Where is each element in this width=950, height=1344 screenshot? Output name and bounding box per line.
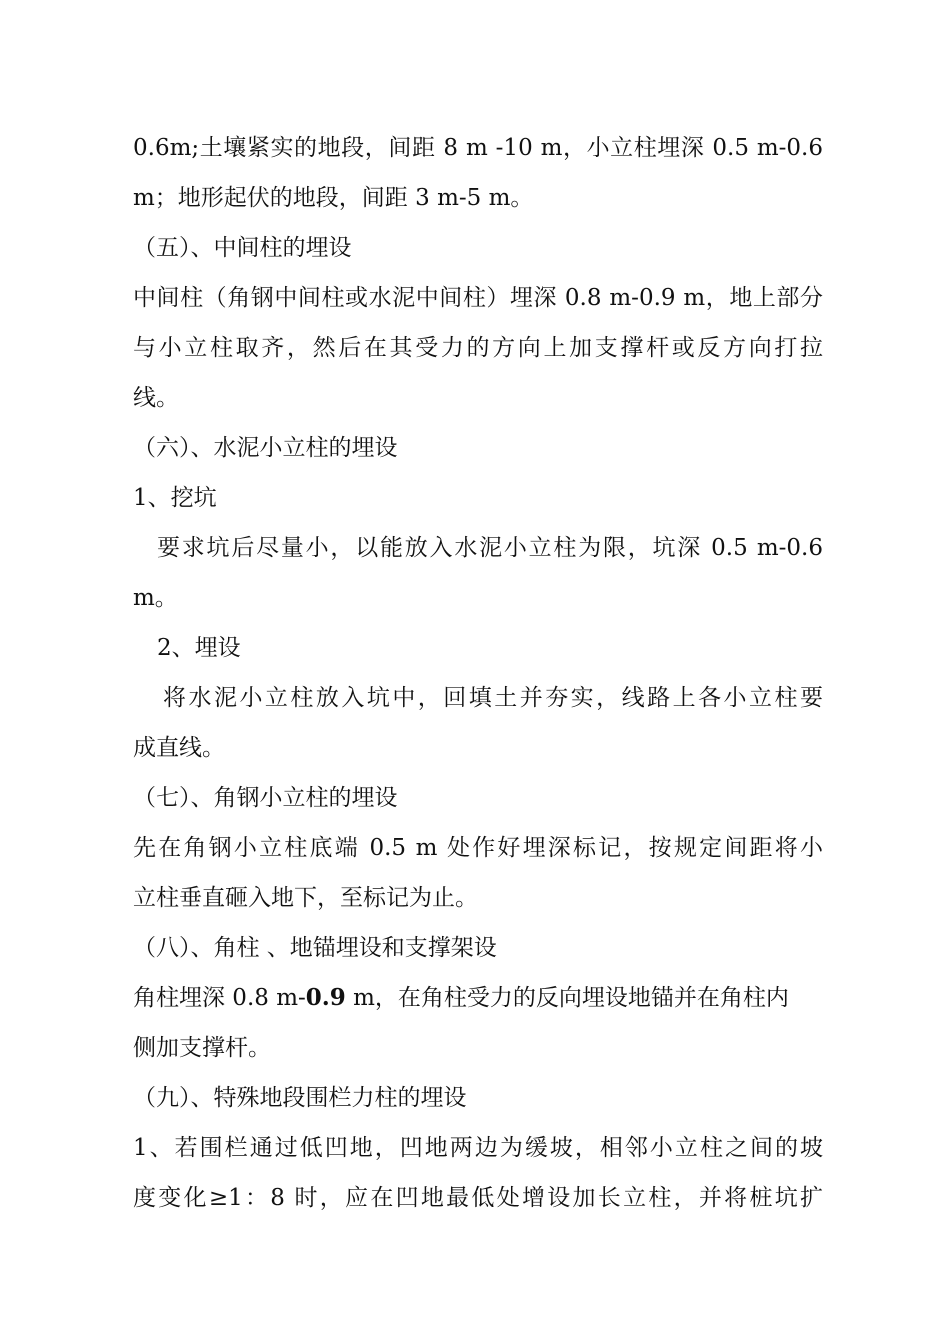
paragraph-line: 与小立柱取齐，然后在其受力的方向上加支撑杆或反方向打拉 [133, 335, 823, 361]
paragraph-line: 要求坑后尽量小，以能放入水泥小立柱为限，坑深 0.5 m-0.6 [157, 535, 823, 561]
paragraph-line: 侧加支撑杆。 [133, 1035, 271, 1061]
section-heading: （八）、角柱 、地锚埋设和支撑架设 [133, 935, 497, 961]
section-heading: （五）、中间柱的埋设 [133, 235, 352, 261]
paragraph-line: 先在角钢小立柱底端 0.5 m 处作好埋深标记，按规定间距将小 [133, 835, 823, 861]
step-heading: 2、埋设 [157, 635, 241, 661]
paragraph-line: 中间柱（角钢中间柱或水泥中间柱）埋深 0.8 m-0.9 m，地上部分 [133, 285, 823, 311]
section-heading: （七）、角钢小立柱的埋设 [133, 785, 398, 811]
section-heading: （六）、水泥小立柱的埋设 [133, 435, 398, 461]
paragraph-line [133, 983, 823, 1013]
paragraph-line: 线。 [133, 385, 179, 411]
paragraph-line: 立柱垂直砸入地下，至标记为止。 [133, 885, 478, 911]
paragraph-line: 0.6m;土壤紧实的地段，间距 8 m -10 m，小立柱埋深 0.5 m-0.6 [133, 135, 823, 161]
paragraph-line: 成直线。 [133, 735, 225, 761]
bold-text-run: 0.9 [305, 984, 346, 1011]
step-heading: 1、挖坑 [133, 485, 217, 511]
paragraph-line: m。 [133, 585, 178, 611]
paragraph-line: m；地形起伏的地段，间距 3 m-5 m。 [133, 185, 534, 211]
section-heading: （九）、特殊地段围栏力柱的埋设 [133, 1085, 467, 1111]
text-run: m，在角柱受力的反向埋设地锚并在角柱内 [345, 985, 789, 1011]
paragraph-line: 度变化≥1：8 时，应在凹地最低处增设加长立柱，并将桩坑扩 [133, 1185, 823, 1211]
paragraph-line: 将水泥小立柱放入坑中，回填土并夯实，线路上各小立柱要 [163, 685, 823, 711]
text-run: 角柱埋深 0.8 m- [133, 985, 306, 1011]
paragraph-line: 1、若围栏通过低凹地，凹地两边为缓坡，相邻小立柱之间的坡 [133, 1135, 823, 1161]
